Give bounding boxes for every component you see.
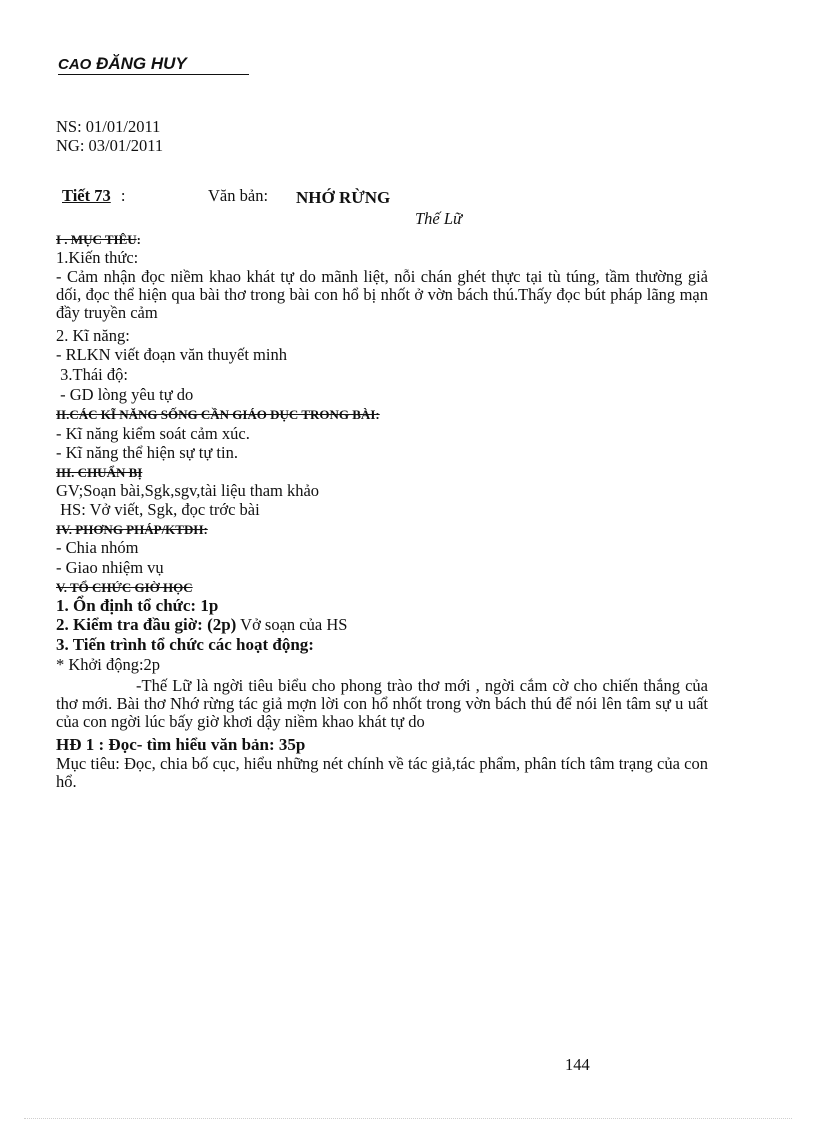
kienthuc-text: - Cảm nhận đọc niềm khao khát tự do mãnh liệt, nỗi chán ghét thực tại tù túng, tầm thường giả dối, đọc thể hiện qua bài thơ trong bài con hổ bị nhốt ở vờn bách thú.Thấy đọc bút pháp lãng mạn đầy truyền cảm xyxy=(56,267,708,322)
header-name: ĐĂNG HUY xyxy=(96,54,187,73)
tien-trinh: 3. Tiến trình tổ chức các hoạt động: xyxy=(56,635,314,654)
kinang-title: 2. Kĩ năng: xyxy=(56,326,130,345)
on-dinh: 1. Ổn định tổ chức: 1p xyxy=(56,596,219,615)
page-bottom-divider xyxy=(24,1118,792,1119)
kinang-text: - RLKN viết đoạn văn thuyết minh xyxy=(56,345,287,364)
lesson-vanban-label: Văn bản: xyxy=(208,186,269,205)
section-4-title: IV. PHƠNG PHÁP/KTDH: xyxy=(56,522,208,537)
kienthuc-title: 1.Kiến thức: xyxy=(56,248,139,267)
section-3-gv: GV;Soạn bài,Sgk,sgv,tài liệu tham khảo xyxy=(56,481,320,500)
lesson-title: NHỚ RỪNG xyxy=(296,188,391,207)
thaido-text: - GD lòng yêu tự do xyxy=(56,385,194,404)
kiem-tra-bold: 2. Kiểm tra đầu giờ: (2p) xyxy=(56,615,237,634)
khoi-dong-text: -Thế Lữ là ngời tiêu biểu cho phong trào thơ mới , ngời cắm cờ cho chiến thắng của thơ mới. Bài thơ Nhớ rừng tác giả mợn lời con hổ nhốt trong vờn bách thú để nói lên tâm sự u uất của con ngời lúc bấy giờ khơi dậy niềm khao khát tự do xyxy=(56,676,708,731)
section-2-item-1: - Kĩ năng kiểm soát cảm xúc. xyxy=(56,424,250,443)
muc-tieu-text: Mục tiêu: Đọc, chia bố cục, hiểu những nét chính về tác giả,tác phẩm, phân tích tâm trạng của con hổ. xyxy=(56,754,708,791)
page-number: 144 xyxy=(565,1055,590,1074)
thaido-title: 3.Thái độ: xyxy=(56,365,128,384)
header-prefix: CAO xyxy=(58,56,92,73)
lesson-tiet: Tiết 73 xyxy=(62,186,111,205)
section-4-item-2: - Giao nhiệm vụ xyxy=(56,558,164,577)
hd1-heading: HĐ 1 : Đọc- tìm hiểu văn bản: 35p xyxy=(56,735,306,754)
header-author xyxy=(58,54,249,75)
section-3-hs: HS: Vở viết, Sgk, đọc trớc bài xyxy=(56,500,260,519)
kiem-tra-normal: Vở soạn của HS xyxy=(236,615,348,634)
section-2-title: II.CÁC KĨ NĂNG SỐNG CẦN GIÁO DỤC TRONG BÀI: xyxy=(56,407,380,422)
section-1-colon: : xyxy=(136,232,142,247)
lesson-line xyxy=(62,186,125,206)
section-4-item-1: - Chia nhóm xyxy=(56,538,139,557)
lesson-colon: : xyxy=(120,186,126,205)
khoi-dong: * Khởi động:2p xyxy=(56,655,161,674)
section-1-title: I . MỤC TIÊU xyxy=(56,232,137,247)
date-ns: NS: 01/01/2011 xyxy=(56,117,161,136)
section-3-title: III. CHUẨN BỊ xyxy=(56,465,143,480)
kiem-tra-line xyxy=(56,615,347,635)
date-ng: NG: 03/01/2011 xyxy=(56,136,164,155)
lesson-author: Thế Lữ xyxy=(415,209,463,228)
section-5-title: V. TỔ CHỨC GIỜ HỌC xyxy=(56,580,193,595)
section-1-heading xyxy=(56,231,141,249)
section-2-item-2: - Kĩ năng thể hiện sự tự tin. xyxy=(56,443,238,462)
